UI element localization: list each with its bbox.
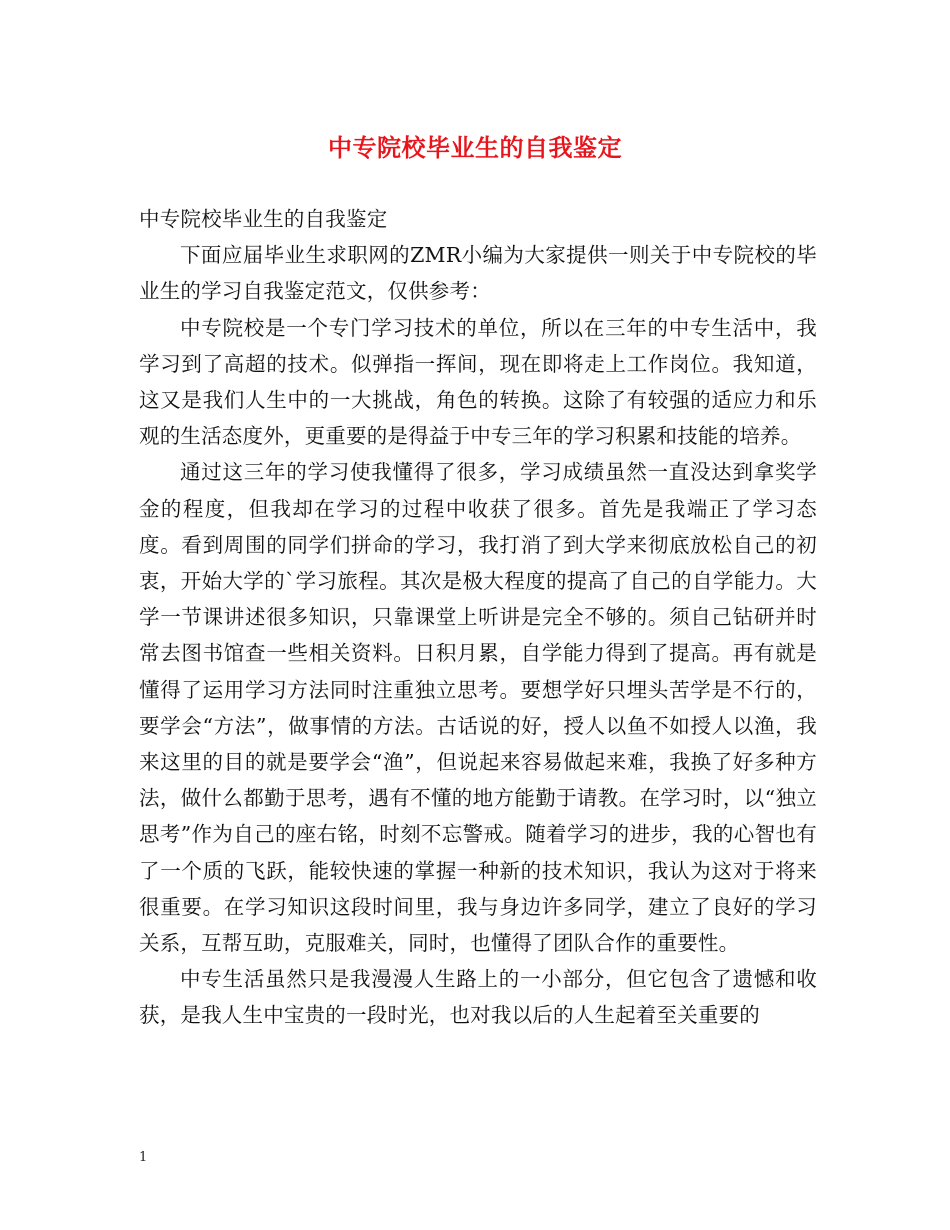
paragraph-subtitle: 中专院校毕业生的自我鉴定 xyxy=(139,207,388,231)
page-number: 1 xyxy=(139,1150,148,1165)
document-body xyxy=(139,201,817,1034)
paragraph-conclusion: 中专生活虽然只是我漫漫人生路上的一小部分，但它包含了遗憾和收获，是我人生中宝贵的一段时光，也对我以后的人生起着至关重要的 xyxy=(139,967,817,1028)
document-title: 中专院校毕业生的自我鉴定 xyxy=(328,133,622,162)
paragraph-study: 通过这三年的学习使我懂得了很多，学习成绩虽然一直没达到拿奖学金的程度，但我却在学习的过程中收获了很多。首先是我端正了学习态度。看到周围的同学们拼命的学习，我打消了到大学来彻底放松自己的初衷，开始大学的`学习旅程。其次是极大程度的提高了自己的自学能力。大学一节课讲述很多知识，只靠课堂上听讲是完全不够的。须自己钻研并时常去图书馆查一些相关资料。日积月累，自学能力得到了提高。再有就是懂得了运用学习方法同时注重独立思考。要想学好只埋头苦学是不行的，要学会“方法”，做事情的方法。古话说的好，授人以鱼不如授人以渔，我来这里的目的就是要学会“渔”，但说起来容易做起来难，我换了好多种方法，做什么都勤于思考，遇有不懂的地方能勤于请教。在学习时，以“独立思考”作为自己的座右铭，时刻不忘警戒。随着学习的进步，我的心智也有了一个质的飞跃，能较快速的掌握一种新的技术知识，我认为这对于将来很重要。在学习知识这段时间里，我与身边许多同学，建立了良好的学习关系，互帮互助，克服难关，同时，也懂得了团队合作的重要性。 xyxy=(139,460,817,956)
paragraph-intro: 下面应届毕业生求职网的ZMR小编为大家提供一则关于中专院校的毕业生的学习自我鉴定范文，仅供参考： xyxy=(139,243,817,304)
paragraph-school: 中专院校是一个专门学习技术的单位，所以在三年的中专生活中，我学习到了高超的技术。似弹指一挥间，现在即将走上工作岗位。我知道，这又是我们人生中的一大挑战，角色的转换。这除了有较强的适应力和乐观的生活态度外，更重要的是得益于中专三年的学习积累和技能的培养。 xyxy=(139,315,817,449)
